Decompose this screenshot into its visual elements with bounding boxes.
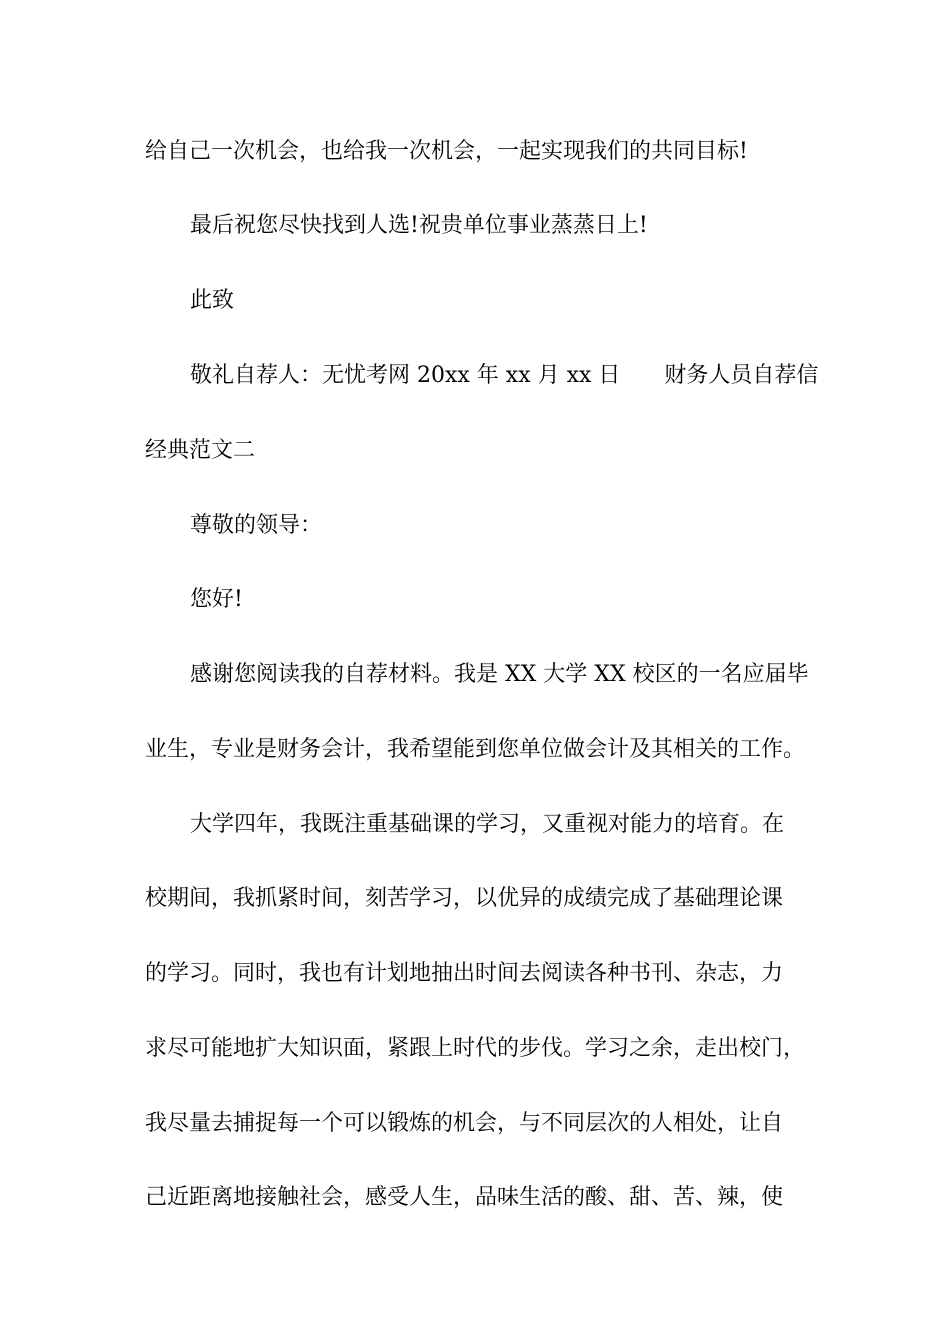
paragraph-line: 大学四年，我既注重基础课的学习，又重视对能力的培育。在 (190, 812, 785, 837)
signature-line: 敬礼自荐人：无忧考网 20xx 年 xx 月 xx 日 财务人员自荐信 (190, 363, 819, 388)
paragraph-line: 最后祝您尽快找到人选!祝贵单位事业蒸蒸日上! (190, 213, 648, 238)
paragraph-line: 业生，专业是财务会计，我希望能到您单位做会计及其相关的工作。 (145, 737, 806, 762)
section-title: 经典范文二 (145, 438, 256, 463)
paragraph-line: 我尽量去捕捉每一个可以锻炼的机会，与不同层次的人相处，让自 (145, 1111, 784, 1136)
closing-salutation: 此致 (190, 288, 235, 313)
greeting: 尊敬的领导： (190, 513, 323, 538)
paragraph-line: 校期间，我抓紧时间，刻苦学习，以优异的成绩完成了基础理论课 (145, 886, 784, 911)
paragraph-line: 求尽可能地扩大知识面，紧跟上时代的步伐。学习之余，走出校门， (145, 1036, 806, 1061)
paragraph-line: 己近距离地接触社会，感受人生，品味生活的酸、甜、苦、辣，使 (145, 1185, 784, 1210)
greeting: 您好! (190, 587, 243, 612)
paragraph-line: 的学习。同时，我也有计划地抽出时间去阅读各种书刊、杂志，力 (145, 961, 784, 986)
paragraph-line: 给自己一次机会，也给我一次机会，一起实现我们的共同目标! (145, 139, 748, 164)
paragraph-line: 感谢您阅读我的自荐材料。我是 XX 大学 XX 校区的一名应届毕 (190, 662, 809, 687)
